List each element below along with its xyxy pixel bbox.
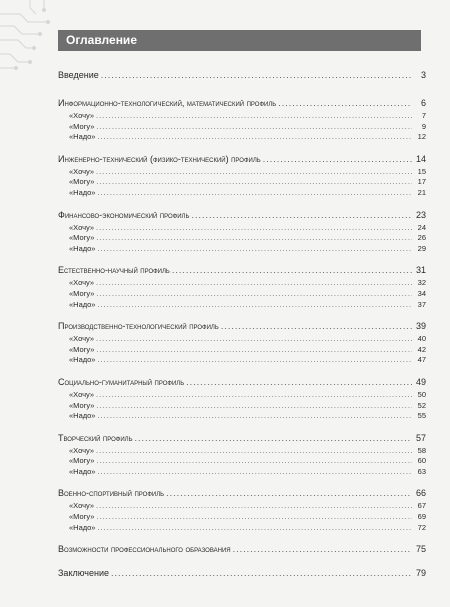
toc-subentry-label: «Могу» (69, 233, 95, 243)
toc-subentry[interactable] (58, 122, 426, 133)
leader-dots (135, 433, 412, 443)
toc-subentry[interactable] (58, 456, 426, 467)
toc-section-page: 6 (420, 98, 426, 108)
toc-subentry-page: 72 (417, 522, 426, 532)
leader-dots (96, 501, 412, 510)
toc-subentry-label: «Хочу» (69, 445, 95, 455)
toc-subentry-page: 34 (417, 288, 426, 298)
toc-subentry-label: «Надо» (69, 187, 96, 197)
leader-dots (166, 488, 412, 498)
leader-dots (96, 278, 412, 287)
toc-subentry[interactable] (58, 167, 426, 178)
toc-subentry-label: «Хочу» (69, 166, 95, 176)
toc-section-label: Творческий профиль (58, 432, 133, 443)
toc-subentry[interactable] (58, 390, 426, 401)
toc-section-label: Естественно-научный профиль (58, 265, 170, 276)
leader-dots (96, 456, 412, 465)
table-of-contents (58, 70, 426, 582)
toc-subentry[interactable] (58, 223, 426, 234)
leader-dots (96, 177, 412, 186)
toc-section-label: Производственно-технологический профиль (58, 321, 219, 332)
toc-subentry-label: «Надо» (69, 466, 96, 476)
toc-subentry-page: 60 (417, 456, 426, 466)
toc-subentry-label: «Надо» (69, 355, 96, 365)
leader-dots (96, 512, 412, 521)
leader-dots (111, 568, 412, 578)
toc-subentry[interactable] (58, 501, 426, 512)
leader-dots (96, 390, 412, 399)
toc-subentry-page: 32 (417, 278, 426, 288)
toc-subentry-label: «Хочу» (69, 334, 95, 344)
leader-dots (186, 377, 412, 387)
toc-subentry-page: 47 (417, 355, 426, 365)
leader-dots (96, 167, 412, 176)
toc-subentry-page: 63 (417, 466, 426, 476)
toc-subentry[interactable] (58, 467, 426, 478)
toc-subentry-page: 29 (417, 243, 426, 253)
toc-section-page: 14 (415, 153, 426, 164)
toc-subentry[interactable] (58, 244, 426, 255)
toc-section-label: Военно-спортивный профиль (58, 488, 165, 499)
leader-dots (96, 345, 412, 354)
leader-dots (221, 321, 412, 331)
toc-subentry[interactable] (58, 188, 426, 199)
toc-subentry-label: «Надо» (69, 132, 96, 142)
toc-section-label: Инженерно-технический (физико-технический) профиль (58, 153, 261, 164)
toc-subentry-page: 17 (417, 177, 426, 187)
toc-subentry-page: 52 (417, 400, 426, 410)
toc-subentry[interactable] (58, 345, 426, 356)
toc-section[interactable] (58, 154, 426, 167)
toc-subentry-page: 9 (421, 121, 426, 131)
toc-subentry-page: 69 (417, 512, 426, 522)
toc-entry-page: 75 (415, 544, 426, 555)
leader-dots (97, 188, 412, 197)
toc-subentry-page: 21 (417, 187, 426, 197)
leader-dots (97, 300, 412, 309)
toc-subentry[interactable] (58, 446, 426, 457)
toc-subentry[interactable] (58, 523, 426, 534)
toc-subentry-label: «Надо» (69, 522, 96, 532)
toc-subentry[interactable] (58, 177, 426, 188)
toc-section[interactable] (58, 377, 426, 390)
toc-entry-intro[interactable] (58, 70, 426, 84)
toc-subentry[interactable] (58, 300, 426, 311)
toc-subentry[interactable] (58, 132, 426, 143)
toc-section[interactable] (58, 210, 426, 223)
toc-subentry-page: 15 (417, 166, 426, 176)
toc-header (58, 30, 421, 51)
toc-subentry-page: 37 (417, 299, 426, 309)
leader-dots (96, 223, 412, 232)
toc-subentry-label: «Хочу» (69, 111, 95, 120)
toc-entry-label: Возможности профессионального образования (58, 544, 231, 555)
leader-dots (278, 98, 412, 108)
toc-section-page: 23 (415, 209, 426, 220)
toc-section-page: 57 (415, 432, 426, 443)
toc-subentry-label: «Надо» (69, 411, 96, 421)
leader-dots (97, 411, 412, 420)
leader-dots (172, 265, 412, 275)
toc-entry-label: Введение (58, 70, 99, 80)
toc-subentry-page: 50 (417, 389, 426, 399)
leader-dots (96, 289, 412, 298)
toc-entry-label: Заключение (58, 568, 109, 579)
toc-subentry-page: 12 (417, 132, 426, 142)
toc-section[interactable] (58, 433, 426, 446)
toc-section[interactable] (58, 98, 426, 111)
toc-title: Оглавление (66, 33, 137, 47)
toc-subentry-page: 42 (417, 344, 426, 354)
toc-subentry-page: 7 (421, 111, 426, 120)
leader-dots (96, 334, 412, 343)
leader-dots (97, 244, 412, 253)
toc-subentry-page: 55 (417, 411, 426, 421)
toc-subentry[interactable] (58, 401, 426, 412)
leader-dots (191, 210, 412, 220)
toc-subentry-label: «Могу» (69, 288, 95, 298)
toc-subentry-page: 24 (417, 222, 426, 232)
toc-subentry-label: «Могу» (69, 456, 95, 466)
toc-section[interactable] (58, 488, 426, 501)
toc-section[interactable] (58, 321, 426, 334)
toc-section-label: Информационно-технологический, математический профиль (58, 98, 277, 108)
toc-section[interactable] (58, 265, 426, 278)
toc-subentry[interactable] (58, 512, 426, 523)
toc-subentry[interactable] (58, 334, 426, 345)
leader-dots (96, 401, 412, 410)
leader-dots (96, 111, 412, 120)
toc-subentry[interactable] (58, 111, 426, 122)
toc-entry-opportunities[interactable] (58, 544, 426, 557)
toc-subentry-page: 58 (417, 445, 426, 455)
toc-section-label: Финансово-экономический профиль (58, 209, 190, 220)
toc-subentry-page: 40 (417, 334, 426, 344)
leader-dots (233, 544, 412, 554)
leader-dots (101, 70, 412, 80)
toc-section-page: 39 (415, 321, 426, 332)
toc-section-page: 49 (415, 376, 426, 387)
toc-subentry[interactable] (58, 278, 426, 289)
toc-subentry[interactable] (58, 355, 426, 366)
toc-section-page: 66 (415, 488, 426, 499)
leader-dots (97, 523, 412, 532)
leader-dots (97, 467, 412, 476)
leader-dots (96, 122, 412, 131)
leader-dots (97, 132, 412, 141)
toc-subentry-label: «Могу» (69, 344, 95, 354)
toc-subentry-label: «Хочу» (69, 501, 95, 511)
toc-subentry[interactable] (58, 233, 426, 244)
toc-subentry-label: «Хочу» (69, 389, 95, 399)
toc-subentry-label: «Могу» (69, 400, 95, 410)
toc-subentry-label: «Могу» (69, 121, 95, 131)
toc-subentry[interactable] (58, 289, 426, 300)
leader-dots (97, 355, 412, 364)
toc-subentry[interactable] (58, 411, 426, 422)
circuit-decoration (0, 0, 62, 90)
toc-subentry-label: «Надо» (69, 243, 96, 253)
toc-subentry-label: «Надо» (69, 299, 96, 309)
toc-subentry-page: 67 (417, 501, 426, 511)
toc-subentry-label: «Могу» (69, 512, 95, 522)
toc-section-label: Социально-гуманитарный профиль (58, 376, 185, 387)
toc-entry-page: 3 (420, 70, 426, 80)
leader-dots (263, 154, 412, 164)
toc-subentry-label: «Могу» (69, 177, 95, 187)
leader-dots (96, 233, 412, 242)
leader-dots (96, 446, 412, 455)
toc-entry-conclusion[interactable] (58, 568, 426, 582)
toc-subentry-label: «Хочу» (69, 278, 95, 288)
toc-subentry-label: «Хочу» (69, 222, 95, 232)
toc-subentry-page: 26 (417, 233, 426, 243)
toc-section-page: 31 (415, 265, 426, 276)
toc-entry-page: 79 (415, 568, 426, 579)
